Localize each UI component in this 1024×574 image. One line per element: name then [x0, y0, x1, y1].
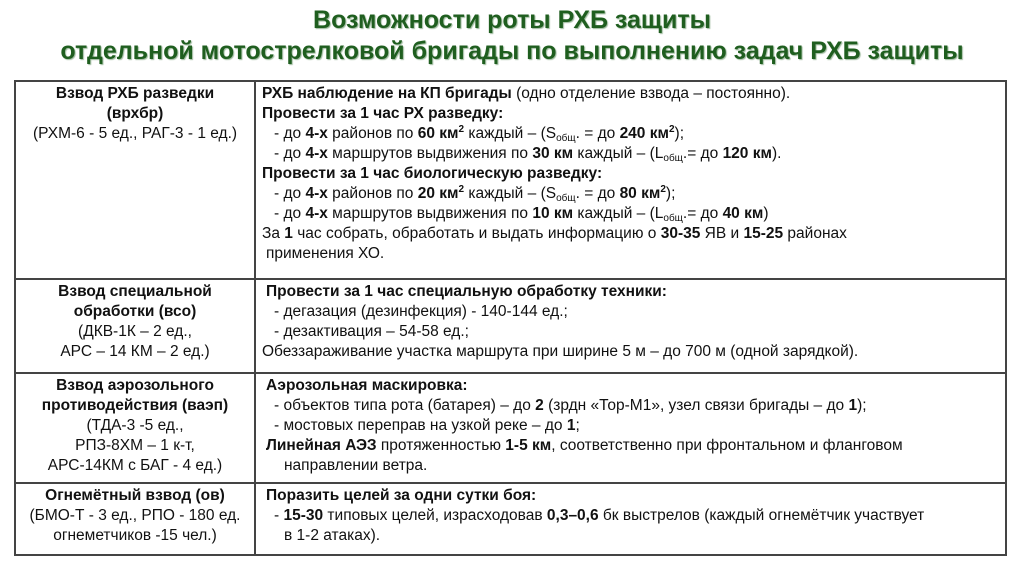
tasks-cell [255, 483, 1006, 555]
title-line-1: Возможности роты РХБ защиты [313, 6, 711, 34]
task-heading: Провести за 1 час специальную обработку техники: [266, 283, 667, 300]
task-item: - до 4-х районов по 60 $км^2$ каждый – ($S_{общ}$. = до 240 $км^2$); [274, 124, 684, 144]
unit-equipment: (ДКВ-1К – 2 ед., [78, 323, 192, 340]
unit-name: Взвод специальной [58, 283, 212, 300]
task-heading: Аэрозольная маскировка: [266, 377, 468, 394]
table-row [15, 373, 1006, 483]
unit-cell [15, 81, 255, 279]
task-item: применения ХО. [266, 245, 385, 262]
unit-name: Взвод РХБ разведки [55, 85, 215, 102]
task-text: (одно отделение взвода – постоянно). [511, 85, 791, 102]
task-item: За 1 час собрать, обработать и выдать информацию о 30-35 ЯВ и 15-25 районах [262, 225, 847, 242]
task-item: - дезактивация – 54-58 ед.; [274, 323, 469, 340]
task-item: - 15-30 типовых целей, израсходовав 0,3–0,6 бк выстрелов (каждый огнемётчик участвует [274, 507, 925, 524]
tasks-cell [255, 81, 1006, 279]
task-heading: РХБ наблюдение на КП бригады [262, 85, 512, 102]
unit-equipment: АРС-14КМ с БАГ - 4 ед.) [47, 457, 223, 474]
unit-equipment: АРС – 14 КМ – 2 ед.) [60, 343, 210, 360]
unit-abbreviation: (врхбр) [106, 105, 164, 122]
title-line-2: отдельной мотострелковой бригады по выполнению задач РХБ защиты [60, 37, 964, 65]
task-item: - до 4-х маршрутов выдвижения по 30 км каждый – ($L_{общ}.=$ до 120 км). [274, 145, 782, 164]
unit-equipment: РПЗ-8ХМ – 1 к-т, [75, 437, 195, 454]
unit-name: Взвод аэрозольного [56, 377, 214, 394]
unit-equipment: (ТДА-3 -5 ед., [86, 417, 184, 434]
table-row [15, 483, 1006, 555]
task-item: - до 4-х районов по 20 $км^2$ каждый – ($S_{общ}$. = до 80 $км^2$); [274, 184, 676, 204]
task-heading: Провести за 1 час биологическую разведку: [262, 165, 603, 182]
table-row [15, 81, 1006, 279]
task-item: Линейная АЭЗ протяженностью 1-5 км, соответственно при фронтальном и фланговом [266, 437, 903, 454]
task-item: - объектов типа рота (батарея) – до 2 (зрдн «Тор-М1», узел связи бригады – до 1); [274, 397, 867, 414]
task-item: Обеззараживание участка маршрута при ширине 5 м – до 700 м (одной зарядкой). [262, 343, 859, 360]
tasks-cell [255, 373, 1006, 483]
unit-cell [15, 483, 255, 555]
task-item: - мостовых переправ на узкой реке – до 1; [274, 417, 580, 434]
task-heading: Поразить целей за одни сутки боя: [266, 487, 537, 504]
task-heading: Провести за 1 час РХ разведку: [262, 105, 504, 122]
task-item: в 1-2 атаках). [284, 527, 381, 544]
unit-cell [15, 279, 255, 373]
unit-cell [15, 373, 255, 483]
capabilities-table [14, 80, 1007, 556]
unit-equipment: (РХМ-6 - 5 ед., РАГ-3 - 1 ед.) [32, 125, 238, 142]
task-item: - дегазация (дезинфекция) - 140-144 ед.; [274, 303, 568, 320]
task-item: - до 4-х маршрутов выдвижения по 10 км каждый – ($L_{общ}.=$ до 40 км) [274, 205, 769, 224]
unit-equipment: (БМО-Т - 3 ед., РПО - 180 ед. [29, 507, 241, 524]
unit-abbreviation: обработки (всо) [73, 303, 197, 320]
task-item: направлении ветра. [284, 457, 428, 474]
unit-equipment: огнеметчиков -15 чел.) [53, 527, 217, 544]
unit-abbreviation: противодействия (ваэп) [41, 397, 229, 414]
table-row [15, 279, 1006, 373]
unit-name: Огнемётный взвод (ов) [45, 487, 225, 504]
tasks-cell [255, 279, 1006, 373]
